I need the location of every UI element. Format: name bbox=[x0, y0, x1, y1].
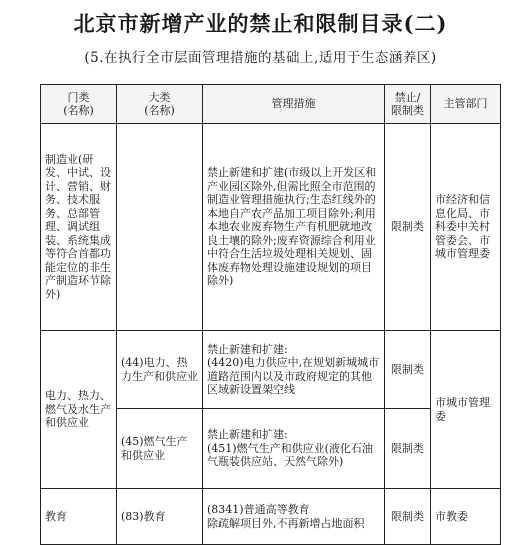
table-row-power bbox=[41, 331, 501, 409]
header-row bbox=[41, 85, 501, 124]
cell-type-manufacturing: 限制类 bbox=[385, 124, 431, 331]
header-major: 大类 (名称) bbox=[117, 85, 203, 124]
cell-door-manufacturing: 制造业(研发、中试、设计、营销、财务、技术服务、总部管理、调试组装、系统集成等符合首都功能定位的非生产制造环节除外) bbox=[41, 124, 117, 331]
cell-dept-manufacturing: 市经济和信息化局、市科委中关村管委会、市城市管理委 bbox=[431, 124, 501, 331]
cell-major-manufacturing bbox=[117, 124, 203, 331]
cell-measures-manufacturing: 禁止新建和扩建(市级以上开发区和产业园区除外,但需比照全市范围的制造业管理措施执行;生态红线外的本地自产农产品加工项目除外;利用本地农业废弃物生产有机肥就地改良土壤的除外;废弃资源综合利用业中符合生活垃圾处理相关规划、固体废弃物处理设施建设规划的项目除外) bbox=[203, 124, 385, 331]
cell-door-education: 教育 bbox=[41, 489, 117, 545]
cell-door-utilities: 电力、热力、燃气及水生产和供应业 bbox=[41, 331, 117, 489]
header-door: 门类 (名称) bbox=[41, 85, 117, 124]
cell-major-gas: (45)燃气生产和供应业 bbox=[117, 409, 203, 489]
header-measures: 管理措施 bbox=[203, 85, 385, 124]
page-title: 北京市新增产业的禁止和限制目录(二) bbox=[73, 11, 448, 36]
cell-measures-education: (8341)普通高等教育 除疏解项目外,不再新增占地面积 bbox=[203, 489, 385, 545]
cell-type-education: 限制类 bbox=[385, 489, 431, 545]
cell-dept-utilities: 市城市管理委 bbox=[431, 331, 501, 489]
header-dept: 主管部门 bbox=[431, 85, 501, 124]
cell-major-education: (83)教育 bbox=[117, 489, 203, 545]
cell-type-gas: 限制类 bbox=[385, 409, 431, 489]
cell-measures-gas: 禁止新建和扩建: (451)燃气生产和供应业(液化石油气瓶装供应站、天然气除外) bbox=[203, 409, 385, 489]
cell-type-power: 限制类 bbox=[385, 331, 431, 409]
table-row-manufacturing bbox=[41, 124, 501, 331]
table-row-education bbox=[41, 489, 501, 545]
header-type: 禁止/ 限制类 bbox=[385, 85, 431, 124]
cell-measures-power: 禁止新建和扩建: (4420)电力供应中,在规划新城城市道路范围内以及市政府规定的其他区域新设置架空线 bbox=[203, 331, 385, 409]
catalog-table bbox=[40, 84, 501, 545]
cell-major-power: (44)电力、热力生产和供应业 bbox=[117, 331, 203, 409]
cell-dept-education: 市教委 bbox=[431, 489, 501, 545]
page-subtitle: (5.在执行全市层面管理措施的基础上,适用于生态涵养区) bbox=[84, 50, 437, 66]
